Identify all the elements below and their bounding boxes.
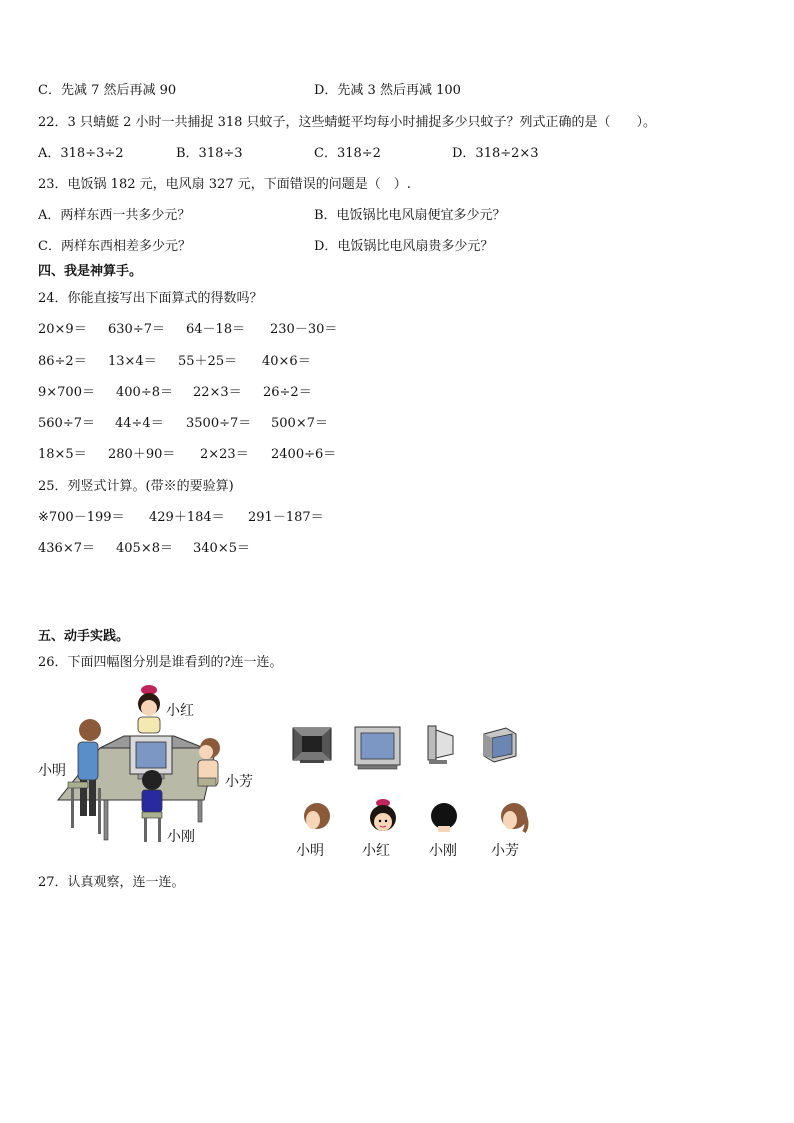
q24-item: 560÷7＝	[38, 416, 95, 431]
kid-head-xiaoming	[303, 800, 331, 834]
q22-stem: 22．3 只蜻蜓 2 小时一共捕捉 318 只蚊子，这些蜻蜓平均每小时捕捉多少只蚊子？列式正确的是（ ）。	[38, 115, 657, 130]
q23-option-c: C．两样东西相差多少元？	[38, 239, 191, 254]
q24-item: 2×23＝	[200, 447, 249, 462]
q24-item: 55＋25＝	[178, 354, 238, 369]
q22-option-b: B．318÷3	[176, 146, 243, 161]
monitor-front-view	[354, 726, 402, 770]
scene-label-xiaoming: 小明	[38, 763, 66, 779]
q25-item: 405×8＝	[116, 541, 173, 556]
left-boy-figure	[68, 719, 101, 834]
kid-label: 小红	[362, 843, 390, 859]
kid-head-xiaohong	[368, 798, 398, 836]
monitor-side-view	[426, 724, 456, 766]
q25-item: 436×7＝	[38, 541, 95, 556]
scene-label-xiaofang: 小芳	[225, 774, 253, 790]
q22-option-a: A．318÷3÷2	[38, 146, 124, 161]
q24-item: 18×5＝	[38, 447, 87, 462]
q25-stem: 25．列竖式计算。(带※的要验算)	[38, 479, 234, 494]
q24-item: 630÷7＝	[108, 322, 165, 337]
q24-item: 500×7＝	[271, 416, 328, 431]
q25-item: ※700－199＝	[38, 510, 125, 525]
q25-item: 429＋184＝	[149, 510, 225, 525]
q24-item: 26÷2＝	[263, 385, 312, 400]
kid-head-xiaofang	[498, 800, 530, 836]
q24-item: 230－30＝	[270, 322, 338, 337]
kid-label: 小芳	[491, 843, 519, 859]
bottom-boy-figure	[142, 770, 162, 842]
section-5-title: 五、动手实践。	[38, 629, 130, 644]
scene-label-xiaogang: 小刚	[167, 829, 195, 845]
q23-option-b: B．电饭锅比电风扇便宜多少元？	[314, 208, 506, 223]
q23-stem: 23．电饭锅 182 元，电风扇 327 元，下面错误的问题是（ ）.	[38, 177, 411, 192]
q24-item: 9×700＝	[38, 385, 95, 400]
q24-item: 64－18＝	[186, 322, 246, 337]
q25-item: 340×5＝	[193, 541, 250, 556]
q24-item: 280＋90＝	[108, 447, 176, 462]
q24-item: 44÷4＝	[115, 416, 164, 431]
q24-item: 13×4＝	[108, 354, 157, 369]
right-girl-figure	[198, 738, 220, 786]
q21-option-c: C．先减 7 然后再减 90	[38, 83, 177, 98]
q24-item: 20×9＝	[38, 322, 87, 337]
top-girl-figure	[138, 685, 160, 733]
q24-stem: 24．你能直接写出下面算式的得数吗？	[38, 291, 263, 306]
table-scene-illustration	[38, 682, 278, 852]
monitor-back-view	[292, 726, 332, 764]
q23-option-d: D．电饭锅比电风扇贵多少元？	[314, 239, 494, 254]
q24-item: 86÷2＝	[38, 354, 87, 369]
q27-stem: 27．认真观察，连一连。	[38, 875, 185, 890]
q24-item: 2400÷6＝	[271, 447, 337, 462]
kid-label: 小明	[296, 843, 324, 859]
q25-item: 291－187＝	[248, 510, 324, 525]
q21-option-d: D．先减 3 然后再减 100	[314, 83, 461, 98]
section-4-title: 四、我是神算手。	[38, 264, 143, 279]
q23-option-a: A．两样东西一共多少元？	[38, 208, 191, 223]
kid-head-xiaogang	[430, 800, 458, 834]
monitor-angled-view	[480, 724, 520, 764]
q24-item: 3500÷7＝	[186, 416, 252, 431]
q22-option-c: C．318÷2	[314, 146, 381, 161]
scene-label-xiaohong: 小红	[166, 703, 194, 719]
q24-item: 400÷8＝	[116, 385, 173, 400]
kid-label: 小刚	[429, 843, 457, 859]
q22-option-d: D．318÷2×3	[452, 146, 539, 161]
q24-item: 40×6＝	[262, 354, 311, 369]
q24-item: 22×3＝	[193, 385, 242, 400]
q26-stem: 26．下面四幅图分别是谁看到的?连一连。	[38, 655, 283, 670]
